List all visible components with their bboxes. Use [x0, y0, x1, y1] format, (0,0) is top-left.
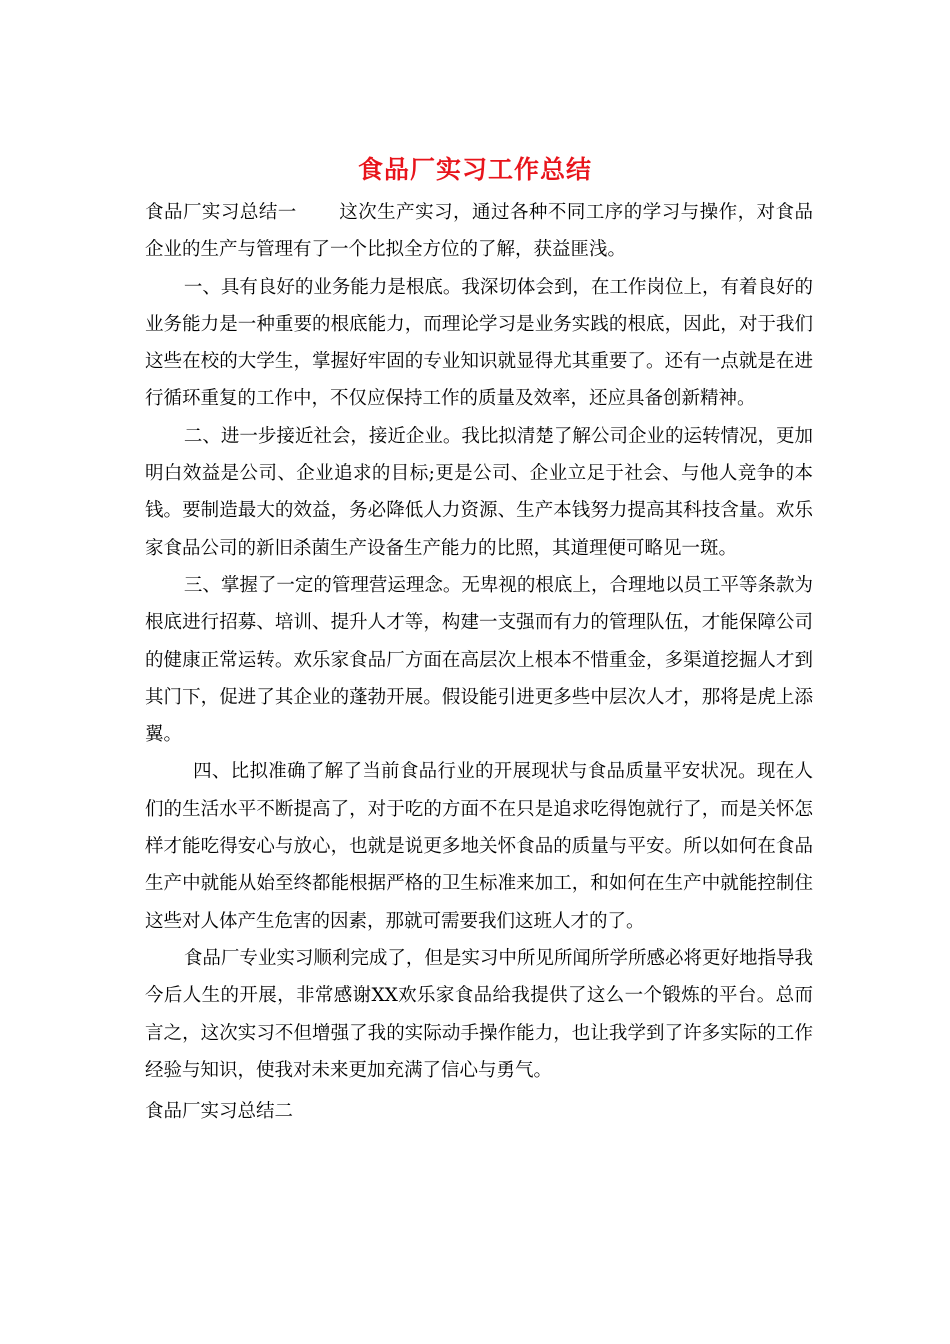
paragraph-3: 三、掌握了一定的管理营运理念。无卑视的根底上，合理地以员工平等条款为根底进行招募、培训、提升人才等，构建一支强而有力的管理队伍，才能保障公司的健康正常运转。欢乐家食品厂方面在高层次上根本不惜重金，多渠道挖掘人才到其门下，促进了其企业的蓬勃开展。假设能引进更多些中层次人才，那将是虎上添翼。	[145, 574, 813, 746]
intro-heading: 食品厂实习总结一	[145, 202, 297, 223]
section-two-heading: 食品厂实习总结二	[145, 1101, 294, 1123]
intro-text: 这次生产实习，通过各种不同工序的学习与操作，对食品企业的生产与管理有了一个比拟全方位的了解，获益匪浅。	[145, 202, 813, 261]
paragraph-2: 二、进一步接近社会，接近企业。我比拟清楚了解公司企业的运转情况，更加明白效益是公司、企业追求的目标;更是公司、企业立足于社会、与他人竞争的本钱。要制造最大的效益，务必降低人力资源、生产本钱努力提高其科技含量。欢乐家食品公司的新旧杀菌生产设备生产能力的比照，其道理便可略见一斑。	[145, 425, 813, 559]
paragraph-1: 一、具有良好的业务能力是根底。我深切体会到，在工作岗位上，有着良好的业务能力是一种重要的根底能力，而理论学习是业务实践的根底，因此，对于我们这些在校的大学生，掌握好牢固的专业知识就显得尤其重要了。还有一点就是在进行循环重复的工作中，不仅应保持工作的质量及效率，还应具备创新精神。	[145, 276, 813, 410]
paragraph-5: 食品厂专业实习顺利完成了，但是实习中所见所闻所学所感必将更好地指导我今后人生的开展，非常感谢XX欢乐家食品给我提供了这么一个锻炼的平台。总而言之，这次实习不但增强了我的实际动手操作能力，也让我学到了许多实际的工作经验与知识，使我对未来更加充满了信心与勇气。	[145, 947, 813, 1081]
document-body	[145, 194, 813, 1130]
intro-paragraph	[145, 194, 813, 269]
paragraph-4: 四、比拟准确了解了当前食品行业的开展现状与食品质量平安状况。现在人们的生活水平不断提高了，对于吃的方面不在只是追求吃得饱就行了，而是关怀怎样才能吃得安心与放心，也就是说更多地关怀食品的质量与平安。所以如何在食品生产中就能从始至终都能根据严格的卫生标准来加工，和如何在生产中就能控制住这些对人体产生危害的因素，那就可需要我们这班人才的了。	[145, 761, 813, 932]
document-title: 食品厂实习工作总结	[357, 155, 592, 184]
